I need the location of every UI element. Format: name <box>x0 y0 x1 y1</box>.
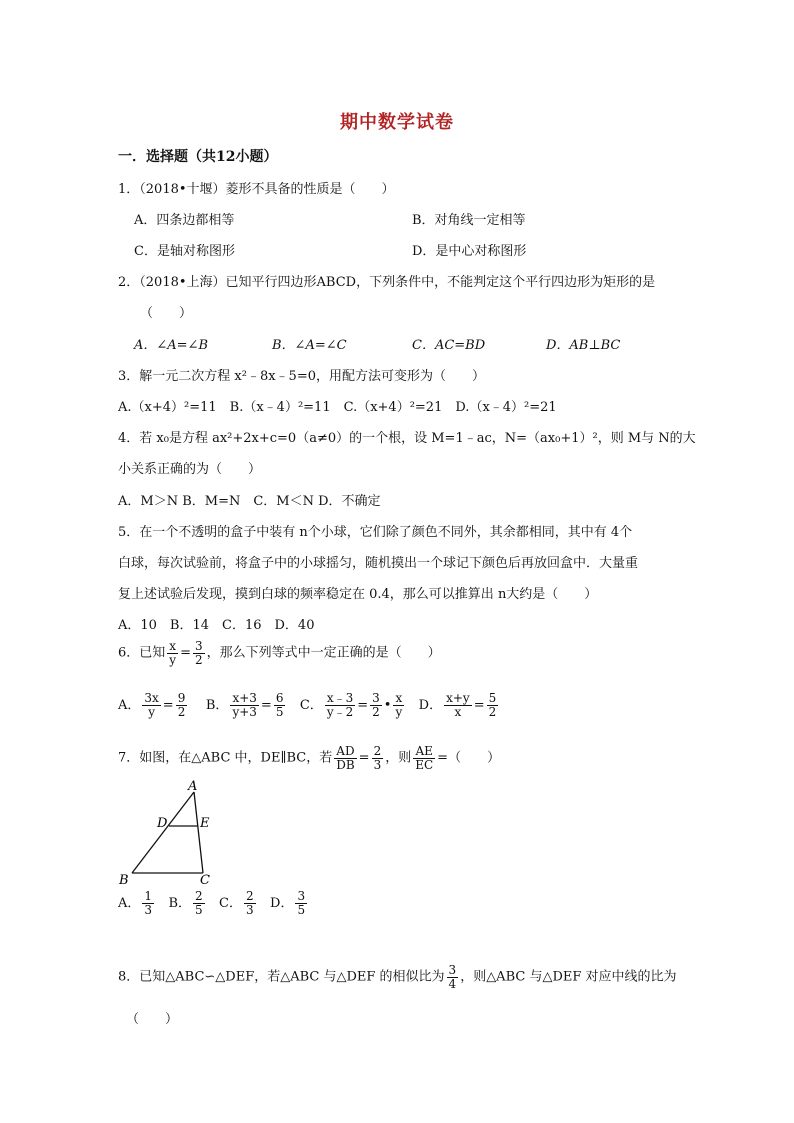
q2-option-c: C．AC=BD <box>412 338 486 353</box>
q1-option-a: A．四条边都相等 <box>134 213 235 228</box>
q1-option-b: B．对角线一定相等 <box>412 213 526 228</box>
q1-stem: 1．（2018•十堰）菱形不具备的性质是（ ） <box>118 182 395 197</box>
q5-line3: 复上述试验后发现，摸到白球的频率稳定在 0.4，那么可以推算出 n大约是（ ） <box>118 587 598 602</box>
q8-stem: 8．已知△ABC∽△DEF，若△ABC 与△DEF 的相似比为 $\frac{3}{4}$ ，则△ABC 与△DEF 对应中线的比为 <box>118 963 677 991</box>
q2-paren: （ ） <box>140 306 193 321</box>
fraction: $\frac{x}{y}$ <box>169 639 177 667</box>
q5-options: A．10 B．14 C．16 D．40 <box>118 618 315 633</box>
vertex-label-e: E <box>200 816 210 831</box>
q6-option-d: D． $\frac{x+y}{x}$ = $\frac{5}{2}$ <box>418 691 497 719</box>
q6-option-c: C． $\frac{x﹣3}{y﹣2}$ = $\frac{3}{2}$ • $\frac{x}{y}$ <box>299 691 403 719</box>
fraction: $\frac{3}{2}$ <box>194 639 203 667</box>
q4-stem-cont: 小关系正确的为（ ） <box>118 462 262 477</box>
vertex-label-a: A <box>188 779 198 794</box>
side-ac <box>194 792 203 873</box>
side-ab <box>132 792 194 873</box>
q6-option-b: B． $\frac{x+3}{y+3}$ = $\frac{6}{5}$ <box>205 691 284 719</box>
vertex-label-c: C <box>200 873 210 888</box>
q1-option-c: C．是轴对称图形 <box>134 244 235 259</box>
q3-stem: 3．解一元二次方程 x²﹣8x﹣5=0，用配方法可变形为（ ） <box>118 369 485 384</box>
q4-stem: 4．若 x₀是方程 ax²+2x+c=0（a≠0）的一个根，设 M=1﹣ac，N=（ax₀+1）²，则 M与 N的大 <box>118 431 696 446</box>
vertex-label-d: D <box>157 816 168 831</box>
q4-options: A．M＞N B．M=N C．M＜N D．不确定 <box>118 494 381 509</box>
q2-stem: 2．（2018•上海）已知平行四边形ABCD，下列条件中，不能判定这个平行四边形为矩形的是 <box>118 275 656 290</box>
q6-stem: 6．已知 $\frac{x}{y}$ = $\frac{3}{2}$ ，那么下列等式中一定正确的是（ ） <box>118 639 441 667</box>
q7-option-c: C． $\frac{2}{3}$ <box>219 889 254 917</box>
q7-options <box>118 890 309 916</box>
page-title: 期中数学试卷 <box>340 112 454 133</box>
section-heading: 一．选择题（共12小题） <box>118 149 278 165</box>
q7-option-a: A． $\frac{1}{3}$ <box>118 889 153 917</box>
q6-option-a: A． $\frac{3x}{y}$ = $\frac{9}{2}$ <box>118 691 186 719</box>
q1-option-d: D．是中心对称图形 <box>412 244 527 259</box>
q5-line1: 5．在一个不透明的盒子中装有 n个小球，它们除了颜色不同外，其余都相同，其中有 4个 <box>118 525 633 540</box>
q2-option-a: A．∠A=∠B <box>134 338 209 353</box>
triangle-figure <box>110 778 230 888</box>
q2-option-b: B．∠A=∠C <box>272 338 347 353</box>
q3-options: A.（x+4）²=11 B.（x﹣4）²=11 C.（x+4）²=21 D.（x﹣4）²=21 <box>118 400 557 415</box>
q7-option-b: B． $\frac{2}{5}$ <box>168 889 203 917</box>
q6-options <box>118 692 500 718</box>
q5-line2: 白球，每次试验前，将盒子中的小球摇匀，随机摸出一个球记下颜色后再放回盒中．大量重 <box>118 556 639 571</box>
vertex-label-b: B <box>119 873 129 888</box>
q7-option-d: D． $\frac{3}{5}$ <box>270 889 306 917</box>
q2-option-d: D．AB⊥BC <box>546 338 621 353</box>
q7-stem: 7．如图，在△ABC 中，DE∥BC，若 $\frac{AD}{DB}$ = $\frac{2}{3}$ ，则 $\frac{AE}{EC}$ =（ ） <box>118 744 501 772</box>
q8-paren: （ ） <box>126 1012 179 1027</box>
